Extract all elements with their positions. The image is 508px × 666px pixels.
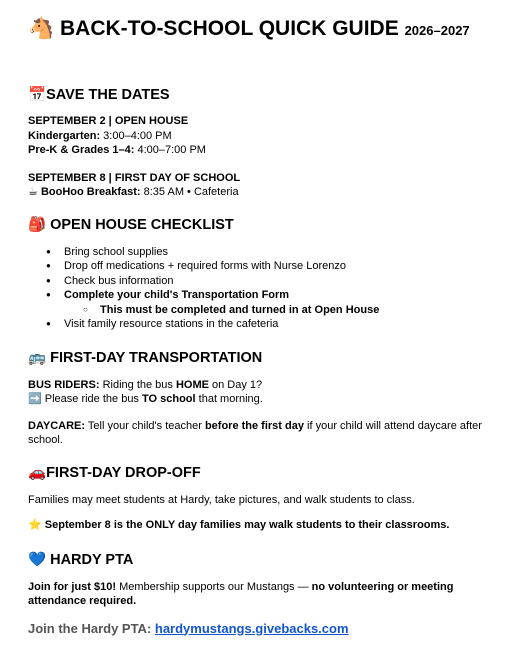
- bus-icon: 🚌: [28, 349, 47, 366]
- dropoff-note-text: September 8 is the ONLY day families may walk students to their classrooms.: [44, 519, 450, 531]
- save-dates-heading: [28, 85, 488, 105]
- transportation-heading-text: FIRST-DAY TRANSPORTATION: [50, 349, 263, 366]
- boohoo-breakfast: [28, 185, 488, 200]
- pta-heading: [28, 550, 488, 570]
- daycare-text: Tell your child's teacher: [85, 419, 205, 432]
- ride-bus-bold: TO school: [142, 393, 196, 405]
- first-day-heading: SEPTEMBER 8 | FIRST DAY OF SCHOOL: [28, 171, 241, 184]
- list-item: ● Complete your child's Transportation Form: [28, 288, 488, 303]
- list-item: ● Visit family resource stations in the cafeteria: [28, 317, 488, 332]
- save-dates-heading-text: SAVE THE DATES: [46, 87, 170, 103]
- coffee-icon: ☕: [28, 185, 38, 198]
- open-house-heading: SEPTEMBER 2 | OPEN HOUSE: [28, 115, 189, 127]
- list-item: ● Check bus information: [28, 274, 488, 289]
- kindergarten-time-value: 3:00–4:00 PM: [100, 129, 172, 142]
- bus-riders-text: Riding the bus: [99, 378, 176, 391]
- checklist-heading-text: OPEN HOUSE CHECKLIST: [50, 216, 234, 233]
- pta-join-bold-2: no volunteering or meeting attendance required.: [28, 580, 454, 607]
- horse-icon: 🐴: [28, 16, 55, 40]
- daycare-paragraph: [28, 419, 488, 448]
- pta-join-text: Membership supports our Mustangs —: [116, 580, 312, 593]
- backpack-icon: 🎒: [28, 216, 47, 233]
- daycare-label: DAYCARE:: [28, 419, 86, 432]
- boohoo-label: BooHoo Breakfast:: [40, 186, 141, 198]
- page-title: [28, 14, 488, 45]
- prek-time-value: 4:00–7:00 PM: [134, 144, 206, 156]
- guide-page: [28, 12, 488, 638]
- title-text: BACK-TO-SCHOOL QUICK GUIDE: [60, 17, 399, 40]
- daycare-text-end: if your child will attend daycare after school.: [28, 419, 482, 446]
- bus-riders-label: BUS RIDERS:: [28, 378, 100, 391]
- pta-paragraph: [28, 580, 468, 609]
- list-item: ● Bring school supplies: [28, 245, 488, 260]
- prek-time: [28, 143, 488, 158]
- dropoff-text: Families may meet students at Hardy, take pictures, and walk students to class.: [28, 493, 415, 506]
- kindergarten-label: Kindergarten:: [28, 129, 101, 142]
- title-year: 2026–2027: [404, 23, 470, 38]
- kindergarten-time: [28, 129, 488, 144]
- bus-riders-text-end: on Day 1?: [208, 378, 263, 391]
- bus-home-text: HOME: [175, 378, 209, 391]
- checklist-list: [28, 245, 488, 332]
- ride-bus-text: Please ride the bus: [41, 393, 142, 405]
- star-icon: ⭐: [28, 518, 42, 531]
- arrow-right-icon: ➡️: [28, 392, 42, 405]
- ride-bus-text-end: that morning.: [195, 393, 263, 405]
- blue-heart-icon: 💙: [28, 551, 47, 568]
- daycare-bold: before the first day: [204, 419, 304, 432]
- transportation-heading: [28, 348, 488, 368]
- list-item: ● Drop off medications + required forms with Nurse Lorenzo: [28, 259, 488, 274]
- checklist-heading: [28, 215, 488, 235]
- pta-cta: [28, 620, 488, 638]
- car-icon: 🚗: [28, 464, 47, 481]
- dropoff-heading: [28, 463, 488, 483]
- pta-join-bold: Join for just $10!: [28, 580, 117, 593]
- prek-label: Pre-K & Grades 1–4:: [28, 144, 135, 156]
- dropoff-note: [28, 518, 488, 533]
- boohoo-detail: 8:35 AM • Cafeteria: [140, 186, 239, 198]
- list-subitem: ○ This must be completed and turned in at Open House: [28, 303, 488, 318]
- calendar-icon: 📅: [28, 87, 47, 103]
- dropoff-heading-text: FIRST-DAY DROP-OFF: [46, 464, 201, 481]
- bus-riders-line: [28, 378, 488, 393]
- ride-bus-line: [28, 392, 488, 407]
- pta-heading-text: HARDY PTA: [50, 551, 134, 568]
- pta-cta-label: Join the Hardy PTA:: [28, 620, 155, 636]
- pta-link[interactable]: hardymustangs.givebacks.com: [154, 620, 349, 636]
